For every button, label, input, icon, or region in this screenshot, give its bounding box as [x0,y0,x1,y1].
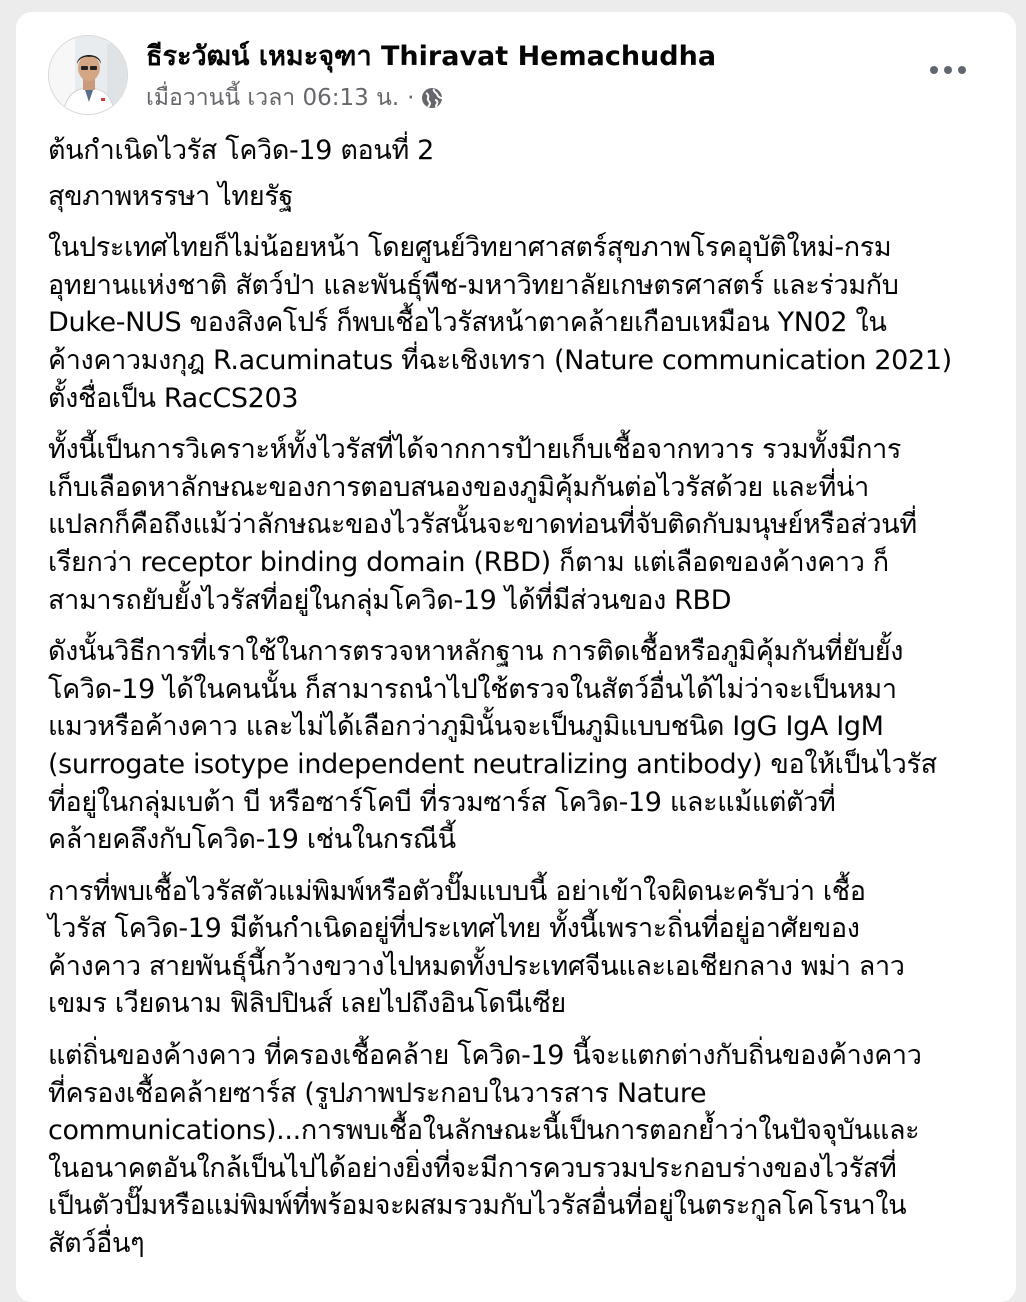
more-options-icon[interactable] [916,48,980,92]
post-title: ต้นกำเนิดไวรัส โควิด-19 ตอนที่ 2 [48,135,434,166]
avatar-image [49,36,128,115]
globe-icon[interactable] [420,86,444,110]
post-card [16,12,1016,1302]
post-subtitle: สุขภาพหรรษา ไทยรัฐ [48,180,294,212]
author-avatar[interactable] [48,35,128,115]
post-paragraph: การที่พบเชื้อไวรัสตัวแม่พิมพ์หรือตัวปั๊มแบบนี้ อย่าเข้าใจผิดนะครับว่า เชื้อ ไวรัส โควิด-19 มีต้นกำเนิดอยู่ที่ประเทศไทย ทั้งนี้เพราะถิ่นที่อยู่อาศัยของ ค้างคาว สายพันธุ์นี้กว้างขวางไปหมดทั้งประเทศจีนและเอเชียกลาง พม่า ลาว เขมร เวียดนาม ฟิลิปปินส์ เลยไปถึงอินโดนีเซีย [48,875,905,1020]
post-header [16,12,1016,122]
post-timestamp[interactable]: เมื่อวานนี้ เวลา 06:13 น. [146,85,400,111]
post-body [48,132,998,1277]
meta-separator: · [407,85,415,111]
post-paragraph: ในประเทศไทยก็ไม่น้อยหน้า โดยศูนย์วิทยาศาสตร์สุขภาพโรคอุบัติใหม่-กรม อุทยานแห่งชาติ สัตว์ป่า และพันธุ์พืช-มหาวิทยาลัยเกษตรศาสตร์ และร่วมกับ Duke-NUS ของสิงคโปร์ ก็พบเชื้อไวรัสหน้าตาคล้ายเกือบเหมือน YN02 ใน ค้างคาวมงกุฎ R.acuminatus ที่ฉะเชิงเทรา (Nature communication 2021) ตั้งชื่อเป็น RacCS203 [48,232,952,414]
post-paragraph: ทั้งนี้เป็นการวิเคราะห์ทั้งไวรัสที่ได้จากการป้ายเก็บเชื้อจากทวาร รวมทั้งมีการ เก็บเลือดหาลักษณะของการตอบสนองของภูมิคุ้มกันต่อไวรัสด้วย และที่น่า แปลกก็คือถึงแม้ว่าลักษณะของไวรัสนั้นจะขาดท่อนที่จับติดกับมนุษย์หรือส่วนที่ เรียกว่า receptor binding domain (RBD) ก็ตาม แต่เลือดของค้างคาว ก็ สามารถยับยั้งไวรัสที่อยู่ในกลุ่มโควิด-19 ได้ที่มีส่วนของ RBD [48,434,917,616]
post-paragraph: แต่ถิ่นของค้างคาว ที่ครองเชื้อคล้าย โควิด-19 นี้จะแตกต่างกับถิ่นของค้างคาว ที่ครองเชื้อคล้ายซาร์ส (รูปภาพประกอบในวารสาร Nature communications)...การพบเชื้อในลักษณะนี้เป็นการตอกย้ำว่าในปัจจุบันและ ในอนาคตอันใกล้เป็นไปได้อย่างยิ่งที่จะมีการควบรวมประกอบร่างของไวรัสที่ เป็นตัวปั๊มหรือแม่พิมพ์ที่พร้อมจะผสมรวมกับไวรัสอื่นที่อยู่ในตระกูลโคโรนาใน สัตว์อื่นๆ [48,1040,922,1260]
author-name[interactable]: ธีระวัฒน์ เหมะจุฑา Thiravat Hemachudha [146,41,717,72]
post-paragraph: ดังนั้นวิธีการที่เราใช้ในการตรวจหาหลักฐาน การติดเชื้อหรือภูมิคุ้มกันที่ยับยั้ง โควิด-19 ได้ในคนนั้น ก็สามารถนำไปใช้ตรวจในสัตว์อื่นได้ไม่ว่าจะเป็นหมา แมวหรือค้างคาว และไม่ได้เลือกว่าภูมินั้นจะเป็นภูมิแบบชนิด IgG IgA IgM (surrogate isotype independent neutralizing antibody) ขอให้เป็นไวรัส ที่อยู่ในกลุ่มเบต้า บี หรือซาร์โคบี ที่รวมซาร์ส โควิด-19 และแม้แต่ตัวที่ คล้ายคลึงกับโควิด-19 เช่นในกรณีนี้ [48,636,937,856]
post-meta [146,80,444,116]
